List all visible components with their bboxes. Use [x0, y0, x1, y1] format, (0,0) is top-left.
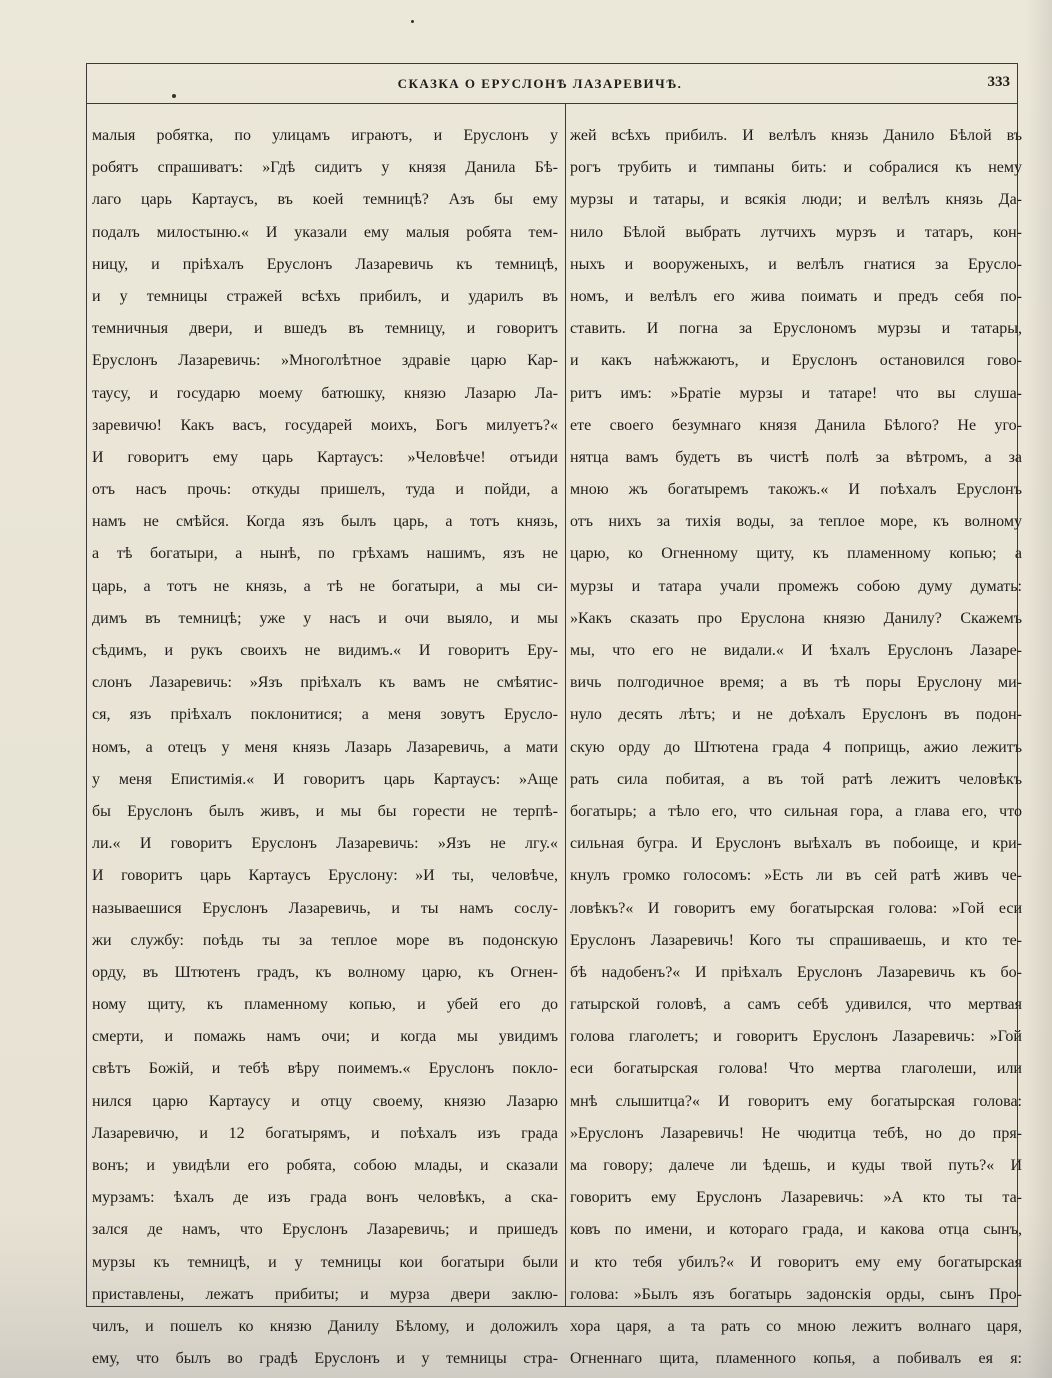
text-line: таусу, и государю моему батюшку, князю Лазарю Ла-	[92, 384, 558, 402]
left-text-column	[92, 120, 558, 1375]
text-line: мурзы и татары, и всякія люди; и велѣлъ князь Да-	[570, 191, 1022, 209]
text-line: голова глаголетъ; и говоритъ Еруслонъ Лазаревичь: »Гой	[570, 1028, 1022, 1046]
text-line: приставлены, лежатъ прибиты; и мурза двери заклю-	[92, 1285, 558, 1303]
text-line: ему, что былъ во градѣ Еруслонъ и у темницы стра-	[92, 1350, 558, 1368]
text-line: бы Еруслонъ былъ живъ, и мы бы горести не терпѣ-	[92, 802, 558, 820]
text-line: гатырской головѣ, а самъ себѣ удивился, что мертвая	[570, 996, 1022, 1014]
text-line: хора царя, а та рать со мною лежитъ волнаго царя,	[570, 1317, 1022, 1335]
text-line: мною жъ богатыремъ такожъ.« И поѣхалъ Еруслонъ	[570, 481, 1022, 499]
text-line: жей всѣхъ прибилъ. И велѣлъ князь Данило Бѣлой въ	[570, 127, 1022, 144]
text-line: а тѣ богатыри, а нынѣ, по грѣхамъ нашимъ, язъ не	[92, 545, 558, 563]
column-divider	[565, 103, 566, 1307]
text-line: и у темницы стражей всѣхъ прибилъ, и ударилъ въ	[92, 287, 558, 305]
text-line: называешися Еруслонъ Лазаревичь, и ты намъ сослу-	[92, 899, 558, 917]
right-text-column	[570, 120, 1022, 1375]
text-line: свѣтъ Божій, и тебѣ вѣру поимемъ.« Еруслонъ покло-	[92, 1060, 558, 1078]
text-line: нился царю Картаусу и отцу своему, князю Лазарю	[92, 1092, 558, 1110]
text-line: Еруслонъ Лазаревичь: »Многолѣтное здравіе царю Кар-	[92, 352, 558, 370]
text-line: кнулъ громко голосомъ: »Есть ли въ сей ратѣ живъ че-	[570, 867, 1022, 885]
binding-shadow	[1026, 0, 1052, 1378]
text-line: ставить. И погна за Еруслономъ мурзы и татары,	[570, 320, 1022, 338]
text-line: еси богатырская голова! Что мертва глаголеши, или	[570, 1060, 1022, 1078]
text-line: у меня Епистимія.« И говоритъ царь Картаусъ: »Аще	[92, 770, 558, 788]
text-line: темничныя двери, и вшедъ въ темницу, и говоритъ	[92, 320, 558, 338]
text-line: нуло десять лѣтъ; и не доѣхалъ Еруслонъ въ подон-	[570, 706, 1022, 724]
text-line: отъ нихъ за тихія воды, за теплое море, къ волному	[570, 513, 1022, 531]
print-speck	[411, 20, 414, 23]
text-line: сильная бугра. И Еруслонъ выѣхалъ въ побоище, и кри-	[570, 835, 1022, 853]
text-line: рать сила побитая, а въ той ратѣ лежитъ человѣкъ	[570, 770, 1022, 788]
text-line: царь, а тотъ не князь, а тѣ не богатыри, а мы си-	[92, 577, 558, 595]
text-line: малыя робятка, по улицамъ играютъ, и Еруслонъ у	[92, 127, 558, 144]
text-line: Лазаревичю, и 12 богатырямъ, и поѣхалъ изъ града	[92, 1124, 558, 1142]
text-line: рогъ трубить и тимпаны бить: и собралися къ нему	[570, 159, 1022, 177]
text-line: вонъ; и увидѣли его робята, собою млады, и сказали	[92, 1157, 558, 1174]
text-line: смерти, и помажь намъ очи; и когда мы увидимъ	[92, 1028, 558, 1046]
text-line: ли.« И говоритъ Еруслонъ Лазаревичь: »Язъ не лгу.«	[92, 835, 558, 853]
text-line: ритъ имъ: »Братіе мурзы и татаре! что вы слуша-	[570, 384, 1022, 402]
text-line: жи службу: поѣдь ты за теплое море въ подонскую	[92, 931, 558, 949]
text-line: ному щиту, къ пламенному копью, и убей его до	[92, 996, 558, 1014]
text-line: »Какъ сказать про Еруслона князю Данилу? Скажемъ	[570, 609, 1022, 627]
text-line: Огненнаго щита, пламенного копья, а побивалъ ея я:	[570, 1350, 1022, 1368]
text-line: богатырь; а тѣло его, что сильная гора, а глава его, что	[570, 802, 1022, 820]
text-line: »Еруслонъ Лазаревичь! Не чюдитца тебѣ, но до пря-	[570, 1124, 1022, 1142]
page-number: 333	[987, 74, 1010, 90]
text-line: орду, въ Штютенъ градъ, къ волному царю, къ Огнен-	[92, 963, 558, 981]
text-line: мурзы и татара учали промежъ собою думу думать:	[570, 577, 1022, 595]
text-line: мнѣ слышитца?« И говоритъ ему богатырская голова:	[570, 1092, 1022, 1110]
text-line: нило Бѣлой выбрать лутчихъ мурзъ и татаръ, кон-	[570, 223, 1022, 241]
text-line: подалъ милостыню.« И указали ему малыя робята тем-	[92, 223, 558, 241]
text-line: говоритъ ему Еруслонъ Лазаревичь: »А кто ты та-	[570, 1189, 1022, 1207]
text-line: ся, язъ пріѣхалъ поклонитися; а меня зовутъ Еруслo-	[92, 706, 558, 724]
text-line: И говоритъ царь Картаусъ Еруслону: »И ты, человѣче,	[92, 867, 558, 885]
text-line: чилъ, и пошелъ ко князю Данилу Бѣлому, и доложилъ	[92, 1317, 558, 1335]
text-line: И говоритъ ему царь Картаусъ: »Человѣче! отъиди	[92, 448, 558, 466]
text-line: скую орду до Штютена града 4 поприщь, ажио лежитъ	[570, 738, 1022, 756]
header-rule	[86, 103, 1018, 104]
text-line: Еруслонъ Лазаревичь! Кого ты спрашиваешь, и кто те-	[570, 931, 1022, 949]
text-line: ковъ по имени, и котораго града, и какова отца сынъ,	[570, 1221, 1022, 1239]
print-speck	[172, 94, 176, 98]
text-line: слонъ Лазаревичь: »Язъ пріѣхалъ къ вамъ не смѣятис-	[92, 674, 558, 692]
text-line: и какъ наѣжжаютъ, и Еруслонъ остановился гово-	[570, 352, 1022, 370]
text-line: ницу, и пріѣхалъ Еруслонъ Лазаревичь къ темницѣ,	[92, 255, 558, 273]
text-line: отъ насъ прочь: откуды пришелъ, туда и пойди, а	[92, 481, 558, 499]
text-line: мурзамъ: ѣхалъ де изъ града вонъ человѣкъ, а ска-	[92, 1189, 558, 1207]
text-line: заревичю! Какъ васъ, государей моихъ, Богъ милуетъ?«	[92, 416, 558, 434]
text-line: номъ, а отецъ у меня князь Лазарь Лазаревичь, а мати	[92, 738, 558, 756]
text-line: ма говору; далече ли ѣдешь, и куды твой путь?« И	[570, 1157, 1022, 1174]
text-line: ловѣкъ?« И говоритъ ему богатырская голова: »Гой еси	[570, 899, 1022, 917]
text-line: ныхъ и вооруженыхъ, и велѣлъ гнатися за Еруслo-	[570, 255, 1022, 273]
running-head: СКАЗКА О ЕРУСЛОНѢ ЛАЗАРЕВИЧѢ.	[397, 76, 683, 91]
text-line: сѣдимъ, и рукъ своихъ не видимъ.« И говоритъ Еру-	[92, 642, 558, 659]
text-line: бѣ надобенъ?« И пріѣхалъ Еруслонъ Лазаревичь къ бо-	[570, 963, 1022, 981]
text-line: мурзы къ темницѣ, и у темницы кои богатыри были	[92, 1253, 558, 1271]
text-line: царю, ко Огненному щиту, къ пламенному копью; а	[570, 545, 1022, 563]
text-line: номъ, и велѣлъ его жива поимать и предъ себя по-	[570, 287, 1022, 305]
text-line: лаго царь Картаусъ, въ коей темницѣ? Азъ бы ему	[92, 191, 558, 209]
text-line: намъ не смѣйся. Когда язъ былъ царь, а тотъ князь,	[92, 513, 558, 531]
text-line: димъ въ темницѣ; уже у насъ и очи выяло, и мы	[92, 609, 558, 627]
text-line: ете своего безумнаго князя Данила Бѣлого? Не уго-	[570, 416, 1022, 434]
text-line: мы, что его не видали.« И ѣхалъ Еруслонъ Лазаре-	[570, 642, 1022, 659]
text-line: вичь полгодичное время; а въ тѣ поры Еруслону ми-	[570, 674, 1022, 692]
text-line: зался де намъ, что Еруслонъ Лазаревичь; и пришедъ	[92, 1221, 558, 1239]
text-line: робятъ спрашиватъ: »Гдѣ сидитъ у князя Данила Бѣ-	[92, 159, 558, 177]
text-line: и кто тебя убилъ?« И говоритъ ему ему богатырская	[570, 1253, 1022, 1271]
text-line: голова: »Былъ язъ богатырь задонскія орды, сынъ Про-	[570, 1285, 1022, 1303]
text-line: нятца вамъ будетъ въ чистѣ полѣ за вѣтромъ, а за	[570, 448, 1022, 466]
